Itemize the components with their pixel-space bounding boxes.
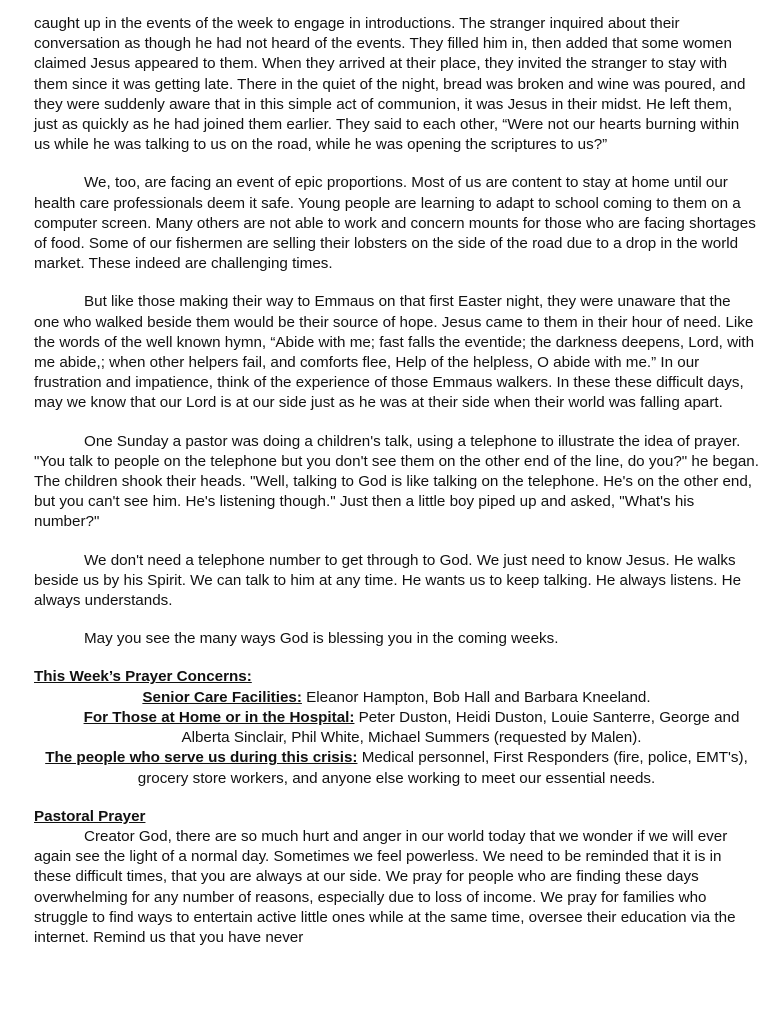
prayer-concerns-heading: This Week’s Prayer Concerns: — [34, 668, 252, 686]
concern-senior-care-text: Eleanor Hampton, Bob Hall and Barbara Kneeland. — [301, 688, 651, 706]
paragraph-blessing: May you see the many ways God is blessing you in the coming weeks. — [84, 630, 559, 648]
concern-serve-us — [34, 748, 759, 788]
section-spacer — [34, 789, 759, 807]
paragraph-know-jesus: We don't need a telephone number to get through to God. We just need to know Jesus. He walks beside us by his Spirit. We can talk to him at any time. He wants us to keep talking. He always listens. He always understands. — [34, 551, 742, 610]
document-page — [34, 14, 759, 948]
concern-serve-us-label: The people who serve us during this crisis: — [45, 749, 358, 767]
concern-home-hospital — [34, 708, 759, 748]
pastoral-prayer-text: Creator God, there are so much hurt and anger in our world today that we wonder if we will ever again see the light of a normal day. Sometimes we feel powerless. We need to be reminded that it is in these difficult times, that you are always at our side. We pray for people who are finding these days overwhelming for any number of reasons, especially due to loss of income. We pray for families who struggle to find ways to entertain active little ones while at the same time, oversee their education via the internet. Remind us that you have never — [34, 827, 736, 946]
concern-home-hospital-text: Peter Duston, Heidi Duston, Louie Santerre, George and Alberta Sinclair, Phil White, Michael Summers (requested by Malen). — [181, 708, 740, 747]
paragraph-epic-event: We, too, are facing an event of epic proportions. Most of us are content to stay at home until our health care professionals deem it safe. Young people are learning to adapt to school coming to them on a computer screen. Many others are not able to work and concern mounts for those who are facing shortages of food. Some of our fishermen are selling their lobsters on the side of the road due to a drop in the world market. These indeed are challenging times. — [34, 174, 756, 273]
concern-senior-care — [34, 688, 759, 708]
paragraph-emmaus-story: caught up in the events of the week to engage in introductions. The stranger inquired about their conversation as though he had not heard of the events. They filled him in, then added that some women claimed Jesus appeared to them. When they arrived at their place, they invited the stranger to stay with them since it was getting late. There in the quiet of the night, bread was broken and wine was poured, and they were suddenly aware that in this simple act of communion, it was Jesus in their midst. He left them, just as quickly as he had joined them earlier. They said to each other, “Were not our hearts burning within us while he was talking to us on the road, while he was opening the scriptures to us?” — [34, 15, 746, 154]
pastoral-prayer-heading: Pastoral Prayer — [34, 807, 146, 825]
paragraph-telephone-story: One Sunday a pastor was doing a children's talk, using a telephone to illustrate the idea of prayer. "You talk to people on the telephone but you don't see them on the other end of the line, do you?" he began. The children shook their heads. "Well, talking to God is like talking on the telephone. He's on the other end, but you can't see him. He's listening though." Just then a little boy piped up and asked, "What's his number?" — [34, 432, 759, 531]
concern-senior-care-label: Senior Care Facilities: — [142, 688, 302, 706]
paragraph-source-of-hope: But like those making their way to Emmaus on that first Easter night, they were unaware that the one who walked beside them would be their source of hope. Jesus came to them in their hour of need. Like the words of the well known hymn, “Abide with me; fast falls the eventide; the darkness deepens, Lord, with me abide,; when other helpers fail, and comforts flee, Help of the helpless, O abide with me.” In our frustration and impatience, think of the experience of those Emmaus walkers. In these these difficult days, may we know that our Lord is at our side just as he was at their side when their world was falling apart. — [34, 293, 755, 412]
concern-home-hospital-label: For Those at Home or in the Hospital: — [83, 708, 355, 726]
concern-serve-us-text: Medical personnel, First Responders (fire, police, EMT's), grocery store workers, and anyone else working to meet our essential needs. — [137, 749, 748, 787]
